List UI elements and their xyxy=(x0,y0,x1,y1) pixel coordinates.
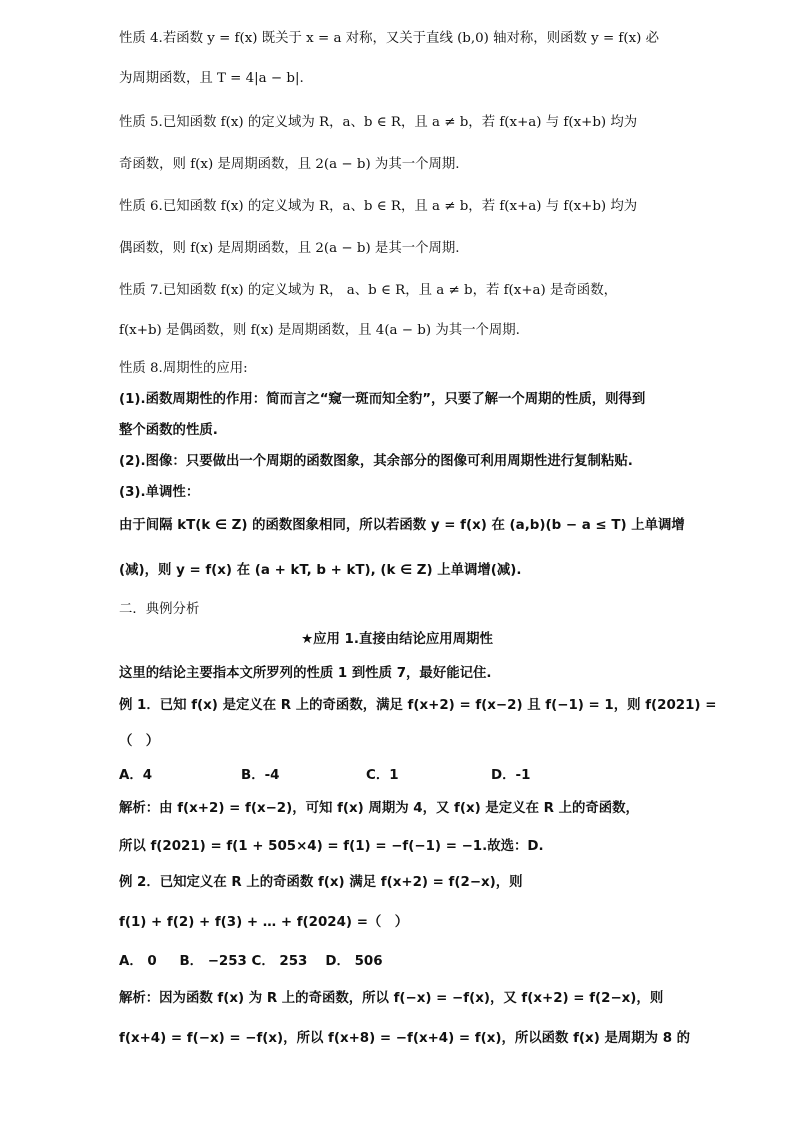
text-line: 解析：因为函数 f(x) 为 R 上的奇函数，所以 f(−x) = −f(x)，又 f(x+2) = f(2−x)，则 xyxy=(119,991,664,1006)
text-line: 所以 f(2021) = f(1 + 505×4) = f(1) = −f(−1) = −1.故选：D. xyxy=(119,839,544,854)
text-line: 性质 5.已知函数 f(x) 的定义域为 R，a、b ∈ R，且 a ≠ b，若 f(x+a) 与 f(x+b) 均为 xyxy=(119,115,638,130)
text-line: (减)，则 y = f(x) 在 (a + kT, b + kT), (k ∈ Z) 上单调增(减). xyxy=(119,563,522,578)
text-line: 偶函数，则 f(x) 是周期函数，且 2(a − b) 是其一个周期. xyxy=(119,241,460,256)
text-line: 性质 6.已知函数 f(x) 的定义域为 R，a、b ∈ R，且 a ≠ b，若 f(x+a) 与 f(x+b) 均为 xyxy=(119,199,638,214)
text-line: 例 2．已知定义在 R 上的奇函数 f(x) 满足 f(x+2) = f(2−x)，则 xyxy=(119,875,523,890)
text-line: 性质 4.若函数 y = f(x) 既关于 x = a 对称，又关于直线 (b,0) 轴对称，则函数 y = f(x) 必 xyxy=(119,31,660,46)
text-line: f(x+b) 是偶函数，则 f(x) 是周期函数，且 4(a − b) 为其一个周期. xyxy=(119,323,520,338)
text-line: (3).单调性： xyxy=(119,485,200,500)
example-2-options: A． 0 B． −253 C． 253 D． 506 xyxy=(119,954,383,969)
text-line: 例 1．已知 f(x) 是定义在 R 上的奇函数，满足 f(x+2) = f(x−2) 且 f(−1) = 1，则 f(2021) = xyxy=(119,698,717,713)
text-line: f(1) + f(2) + f(3) + … + f(2024) =（ ） xyxy=(119,915,409,930)
answer-option: A．4 xyxy=(119,768,153,783)
answer-option: B．-4 xyxy=(241,768,280,783)
text-line: 解析：由 f(x+2) = f(x−2)，可知 f(x) 周期为 4，又 f(x) 是定义在 R 上的奇函数， xyxy=(119,801,639,816)
answer-option: D．-1 xyxy=(491,768,531,783)
section-heading: ★应用 1.直接由结论应用周期性 xyxy=(301,632,493,647)
text-line: 性质 8.周期性的应用: xyxy=(119,361,248,376)
text-line: 由于间隔 kT(k ∈ Z) 的函数图象相同，所以若函数 y = f(x) 在 (a,b)(b − a ≤ T) 上单调增 xyxy=(119,518,685,533)
text-line: 奇函数，则 f(x) 是周期函数，且 2(a − b) 为其一个周期. xyxy=(119,157,460,172)
text-line: (2).图像：只要做出一个周期的函数图象，其余部分的图像可利用周期性进行复制粘贴. xyxy=(119,454,633,469)
text-line: 二．典例分析 xyxy=(119,602,200,617)
text-line: (1).函数周期性的作用：简而言之“窥一斑而知全豹”，只要了解一个周期的性质，则得到 xyxy=(119,392,646,407)
text-line: f(x+4) = f(−x) = −f(x)，所以 f(x+8) = −f(x+4) = f(x)，所以函数 f(x) 是周期为 8 的 xyxy=(119,1031,691,1046)
text-line: 整个函数的性质. xyxy=(119,423,218,438)
answer-option: C．1 xyxy=(366,768,399,783)
text-line: 为周期函数，且 T = 4|a − b|. xyxy=(119,71,304,86)
text-line: 这里的结论主要指本文所罗列的性质 1 到性质 7，最好能记住. xyxy=(119,666,492,681)
text-line: 性质 7.已知函数 f(x) 的定义域为 R， a、b ∈ R，且 a ≠ b，若 f(x+a) 是奇函数， xyxy=(119,283,617,298)
text-line: （ ） xyxy=(119,734,160,749)
